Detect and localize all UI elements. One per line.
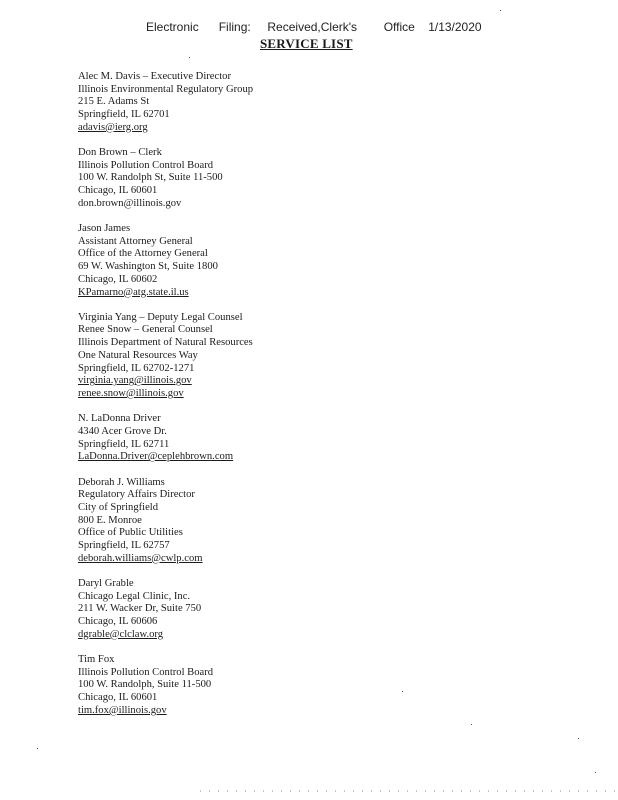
scan-speck xyxy=(402,691,403,692)
scan-speck xyxy=(189,57,190,58)
scan-speck xyxy=(471,724,472,725)
entry-line: 215 E. Adams St xyxy=(78,96,150,108)
stamp-electronic: Electronic xyxy=(146,20,199,34)
entry-line: 800 E. Monroe xyxy=(78,514,142,526)
email-link[interactable]: KPamarno@atg.state.il.us xyxy=(78,286,189,298)
entry-line: Chicago, IL 60606 xyxy=(78,616,158,627)
entry-line: Illinois Environmental Regulatory Group xyxy=(78,83,254,95)
entry-line: Chicago Legal Clinic, Inc. xyxy=(78,590,191,602)
scan-speck xyxy=(37,748,38,749)
email-link[interactable]: adavis@ierg.org xyxy=(78,121,148,133)
stamp-received: Received,Clerk's xyxy=(267,20,358,34)
service-entry-williams xyxy=(78,477,498,566)
service-entry-fox xyxy=(78,654,498,717)
entry-line: Springfield, IL 62711 xyxy=(78,438,170,450)
entry-line: Tim Fox xyxy=(78,653,115,665)
entry-line: Chicago, IL 60602 xyxy=(78,273,158,285)
entry-line: Illinois Pollution Control Board xyxy=(78,159,214,171)
entry-line: Springfield, IL 62702-1271 xyxy=(78,362,195,374)
email-link[interactable]: tim.fox@illinois.gov xyxy=(78,704,167,716)
entry-line: 69 W. Washington St, Suite 1800 xyxy=(78,261,218,273)
entry-line: Daryl Grable xyxy=(78,577,134,589)
filing-stamp xyxy=(146,20,482,34)
entry-line: Illinois Department of Natural Resources xyxy=(78,337,253,349)
entry-line: Springfield, IL 62701 xyxy=(78,109,170,121)
stamp-date: 1/13/2020 xyxy=(428,20,482,34)
entry-line: Jason James xyxy=(78,223,131,235)
entry-line: Office of the Attorney General xyxy=(78,248,208,260)
stamp-office: Office xyxy=(383,20,415,34)
entry-line: Regulatory Affairs Director xyxy=(78,489,195,501)
service-entry-grable xyxy=(78,578,498,641)
entry-line: Office of Public Utilities xyxy=(78,527,183,539)
email-text[interactable]: don.brown@illinois.gov xyxy=(78,197,182,209)
scan-speck xyxy=(595,772,596,773)
service-list xyxy=(78,71,498,730)
scan-noise-line xyxy=(200,790,618,792)
entry-line: N. LaDonna Driver xyxy=(78,413,161,425)
entry-line: Assistant Attorney General xyxy=(78,235,193,247)
page-title: SERVICE LIST xyxy=(260,36,353,51)
entry-line: Deborah J. Williams xyxy=(78,476,165,488)
stamp-filing: Filing: xyxy=(218,20,251,34)
entry-line: One Natural Resources Way xyxy=(78,349,198,361)
email-link[interactable]: deborah.williams@cwlp.com xyxy=(78,552,203,564)
email-link[interactable]: LaDonna.Driver@ceplehbrown.com xyxy=(78,451,234,463)
entry-line: Chicago, IL 60601 xyxy=(78,185,158,197)
entry-line: 100 W. Randolph, Suite 11-500 xyxy=(78,679,212,691)
service-entry-driver xyxy=(78,413,498,464)
email-link[interactable]: virginia.yang@illinois.gov xyxy=(78,375,192,387)
entry-line: Alec M. Davis – Executive Director xyxy=(78,71,231,82)
entry-line: Chicago, IL 60601 xyxy=(78,692,158,704)
entry-line: Renee Snow – General Counsel xyxy=(78,324,213,336)
entry-line: Illinois Pollution Control Board xyxy=(78,666,214,678)
email-link[interactable]: dgrable@clclaw.org xyxy=(78,628,164,640)
entry-line: Springfield, IL 62757 xyxy=(78,539,170,551)
service-entry-davis xyxy=(78,71,498,134)
entry-line: City of Springfield xyxy=(78,501,159,513)
service-entry-brown xyxy=(78,147,498,210)
entry-line: 4340 Acer Grove Dr. xyxy=(78,425,167,437)
entry-line: 100 W. Randolph St, Suite 11-500 xyxy=(78,172,223,184)
email-link[interactable]: renee.snow@illinois.gov xyxy=(78,387,184,399)
entry-line: 211 W. Wacker Dr, Suite 750 xyxy=(78,603,202,615)
service-entry-james xyxy=(78,223,498,299)
entry-line: Don Brown – Clerk xyxy=(78,147,162,159)
scan-speck xyxy=(500,10,501,11)
entry-line: Virginia Yang – Deputy Legal Counsel xyxy=(78,311,243,323)
scan-speck xyxy=(578,738,579,739)
service-entry-yang-snow xyxy=(78,312,498,401)
